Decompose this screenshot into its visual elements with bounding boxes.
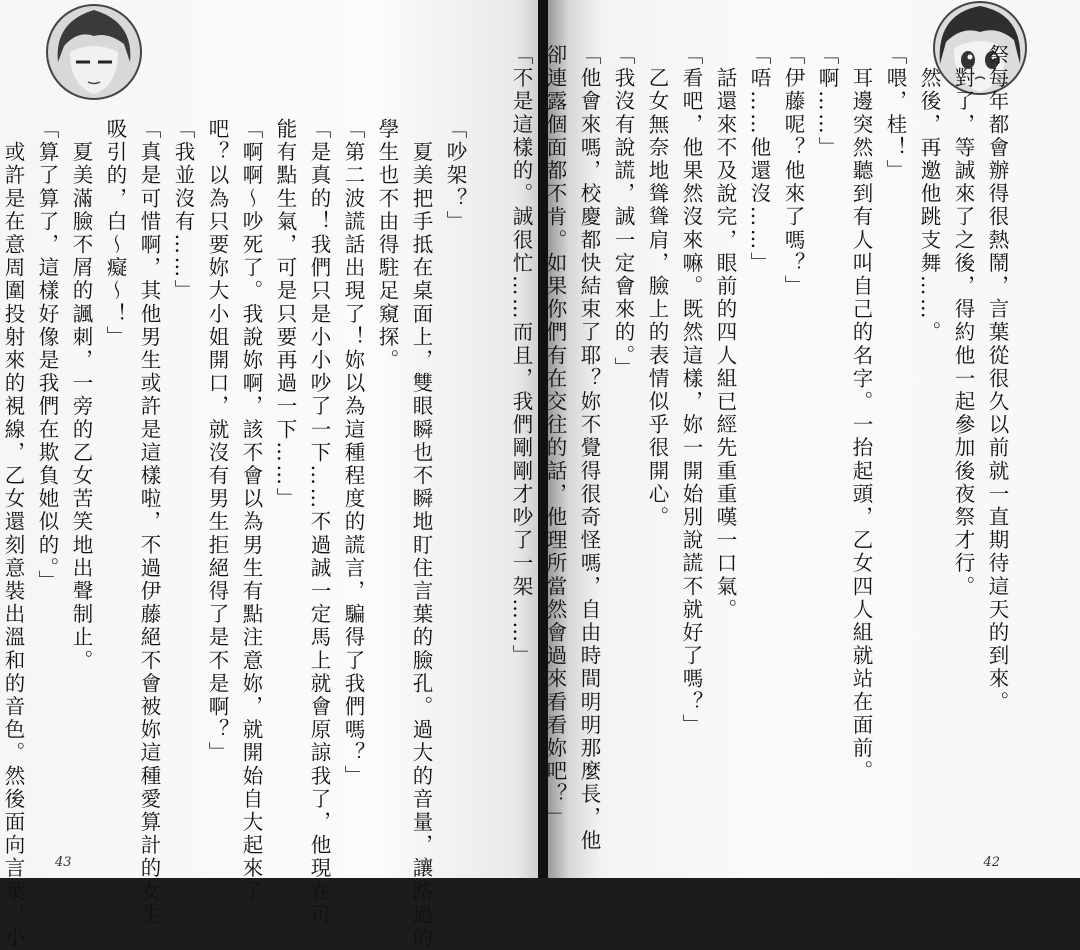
text-line: 能有點生氣，可是只要再過一下……」 xyxy=(273,118,297,511)
text-line: 「算了算了，這樣好像是我們在欺負她似的。」 xyxy=(35,118,59,593)
text-line: 夏美滿臉不屑的諷刺，一旁的乙女苦笑地出聲制止。 xyxy=(69,118,93,673)
text-line: 卻連露個面都不肯。如果你們有在交往的話，他理所當然會過來看看妳吧？」 xyxy=(543,44,567,830)
text-line: 「伊藤呢？他來了嗎？」 xyxy=(781,44,805,299)
text-line: 耳邊突然聽到有人叫自己的名字。一抬起頭，乙女四人組就站在面前。 xyxy=(849,44,873,784)
text-line: 乙女無奈地聳聳肩，臉上的表情似乎很開心。 xyxy=(645,44,669,530)
body-text xyxy=(504,44,1014,853)
text-line: 「看吧，他果然沒來嘛。既然這樣，妳一開始別說謊不就好了嗎？」 xyxy=(679,44,703,737)
text-line: 「啊……」 xyxy=(815,44,839,160)
text-line: 「真是可惜啊，其他男生或許是這樣啦，不過伊藤絕不會被妳這種愛算計的女生 xyxy=(137,118,161,927)
text-line: 「他會來嗎，校慶都快結束了耶？妳不覺得很奇怪嗎，自由時間明明那麼長，他 xyxy=(577,44,601,853)
left-page xyxy=(0,0,538,950)
text-line: 「吵架？」 xyxy=(443,118,467,234)
text-line: 「第二波謊話出現了！妳以為這種程度的謊言，騙得了我們嗎？」 xyxy=(341,118,365,788)
text-line: 吸引的，白〜癡〜！」 xyxy=(103,118,127,349)
text-line: 祭每年都會辦得很熱鬧，言葉從很久以前就一直期待這天的到來。 xyxy=(985,44,1009,714)
text-line: 「喂，桂！」 xyxy=(883,44,907,183)
text-line: 「不是這樣的。誠很忙……而且，我們剛剛才吵了一架……」 xyxy=(509,44,533,668)
text-line: 學生也不由得駐足窺探。 xyxy=(375,118,399,373)
page-number: 42 xyxy=(983,855,1000,870)
text-line: 夏美把手抵在桌面上，雙眼瞬也不瞬地盯住言葉的臉孔。過大的音量，讓路過的 xyxy=(409,118,433,950)
text-line: 「是真的！我們只是小小吵了一下……不過誠一定馬上就會原諒我了，他現在可 xyxy=(307,118,331,927)
text-line: 對了，等誠來了之後，得約他一起參加後夜祭才行。 xyxy=(951,44,975,599)
text-line: 「啊啊〜吵死了。我說妳啊，該不會以為男生有點注意妳，就開始自大起來了 xyxy=(239,118,263,904)
text-line: 「我並沒有……」 xyxy=(171,118,195,303)
right-page xyxy=(509,0,1080,878)
page-number: 43 xyxy=(55,855,72,870)
text-line: 吧？以為只要妳大小姐開口，就沒有男生拒絕得了是不是啊？」 xyxy=(205,118,229,765)
character-portrait-icon xyxy=(44,2,144,102)
text-line: 然後，再邀他跳支舞……。 xyxy=(917,44,941,345)
text-line: 或許是在意周圍投射來的視線，乙女還刻意裝出溫和的音色。然後面向言葉，小 xyxy=(1,118,25,950)
text-line: 「我沒有說謊，誠一定會來的。」 xyxy=(611,44,635,381)
text-line: 「唔……他還沒……」 xyxy=(747,44,771,275)
text-line: 話還來不及說完，眼前的四人組已經先重重嘆一口氣。 xyxy=(713,44,737,622)
